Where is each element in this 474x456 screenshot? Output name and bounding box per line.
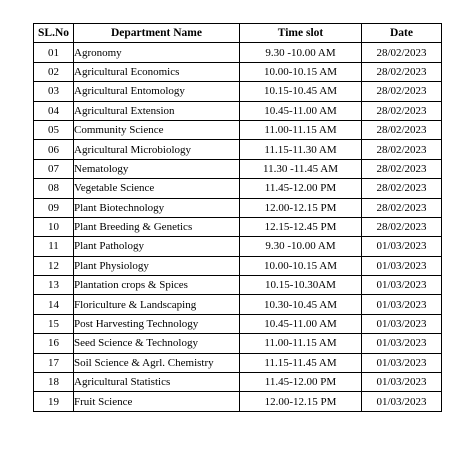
cell-department-name: Plant Breeding & Genetics [74,217,240,236]
cell-department-name: Agricultural Extension [74,101,240,120]
cell-date: 28/02/2023 [362,198,442,217]
table-row [34,353,442,372]
cell-date: 01/03/2023 [362,373,442,392]
table-row [34,198,442,217]
cell-date: 28/02/2023 [362,43,442,62]
clipped-heading-text [186,0,326,3]
cell-sl-no: 18 [34,373,74,392]
cell-date: 28/02/2023 [362,62,442,81]
table-row [34,314,442,333]
cell-time-slot: 9.30 -10.00 AM [240,237,362,256]
table-row [34,82,442,101]
header-date: Date [362,24,442,43]
cell-sl-no: 02 [34,62,74,81]
cell-time-slot: 12.00-12.15 PM [240,198,362,217]
cell-sl-no: 06 [34,140,74,159]
header-row [34,24,442,43]
cell-time-slot: 9.30 -10.00 AM [240,43,362,62]
header-department-name: Department Name [74,24,240,43]
cell-time-slot: 11.15-11.45 AM [240,353,362,372]
cell-time-slot: 12.15-12.45 PM [240,217,362,236]
cell-department-name: Vegetable Science [74,179,240,198]
header-time-slot: Time slot [240,24,362,43]
cell-department-name: Plant Physiology [74,256,240,275]
table-row [34,217,442,236]
table-row [34,43,442,62]
cell-department-name: Post Harvesting Technology [74,314,240,333]
cell-department-name: Plantation crops & Spices [74,276,240,295]
cell-department-name: Plant Biotechnology [74,198,240,217]
cell-department-name: Floriculture & Landscaping [74,295,240,314]
cell-date: 01/03/2023 [362,276,442,295]
cell-department-name: Community Science [74,120,240,139]
cell-time-slot: 11.00-11.15 AM [240,120,362,139]
cell-sl-no: 14 [34,295,74,314]
cell-time-slot: 10.30-10.45 AM [240,295,362,314]
cell-department-name: Agricultural Microbiology [74,140,240,159]
cell-date: 28/02/2023 [362,82,442,101]
cell-time-slot: 10.15-10.30AM [240,276,362,295]
cell-department-name: Soil Science & Agrl. Chemistry [74,353,240,372]
cell-time-slot: 11.45-12.00 PM [240,373,362,392]
cell-time-slot: 11.45-12.00 PM [240,179,362,198]
header-sl-no: SL.No [34,24,74,43]
table-row [34,140,442,159]
cell-time-slot: 11.30 -11.45 AM [240,159,362,178]
cell-sl-no: 01 [34,43,74,62]
cell-department-name: Agronomy [74,43,240,62]
cell-time-slot: 10.00-10.15 AM [240,256,362,275]
cell-date: 28/02/2023 [362,120,442,139]
cell-sl-no: 16 [34,334,74,353]
cell-sl-no: 09 [34,198,74,217]
table-row [34,101,442,120]
cell-date: 01/03/2023 [362,314,442,333]
cell-date: 01/03/2023 [362,256,442,275]
cell-date: 28/02/2023 [362,179,442,198]
table-row [34,392,442,411]
cell-department-name: Nematology [74,159,240,178]
cell-date: 01/03/2023 [362,295,442,314]
cell-time-slot: 11.00-11.15 AM [240,334,362,353]
cell-time-slot: 10.45-11.00 AM [240,314,362,333]
table-row [34,334,442,353]
cell-date: 01/03/2023 [362,353,442,372]
cell-sl-no: 19 [34,392,74,411]
table-row [34,373,442,392]
schedule-table [33,23,442,412]
table-row [34,256,442,275]
table-row [34,120,442,139]
cell-sl-no: 12 [34,256,74,275]
cell-date: 01/03/2023 [362,392,442,411]
cell-time-slot: 10.00-10.15 AM [240,62,362,81]
cell-date: 28/02/2023 [362,217,442,236]
cell-department-name: Seed Science & Technology [74,334,240,353]
cell-sl-no: 08 [34,179,74,198]
cell-sl-no: 03 [34,82,74,101]
cell-sl-no: 17 [34,353,74,372]
cell-department-name: Agricultural Entomology [74,82,240,101]
cell-sl-no: 04 [34,101,74,120]
cell-department-name: Plant Pathology [74,237,240,256]
cell-time-slot: 10.15-10.45 AM [240,82,362,101]
cell-time-slot: 12.00-12.15 PM [240,392,362,411]
cell-sl-no: 05 [34,120,74,139]
table-row [34,179,442,198]
cell-date: 28/02/2023 [362,101,442,120]
cell-date: 01/03/2023 [362,237,442,256]
cell-time-slot: 11.15-11.30 AM [240,140,362,159]
cell-date: 28/02/2023 [362,140,442,159]
cell-department-name: Agricultural Economics [74,62,240,81]
table-row [34,62,442,81]
cell-sl-no: 15 [34,314,74,333]
cell-sl-no: 11 [34,237,74,256]
cell-department-name: Fruit Science [74,392,240,411]
cell-sl-no: 10 [34,217,74,236]
table-row [34,237,442,256]
table-row [34,276,442,295]
cell-date: 28/02/2023 [362,159,442,178]
cell-sl-no: 13 [34,276,74,295]
cell-sl-no: 07 [34,159,74,178]
table-body [34,43,442,411]
cell-time-slot: 10.45-11.00 AM [240,101,362,120]
table-row [34,159,442,178]
cell-date: 01/03/2023 [362,334,442,353]
table-row [34,295,442,314]
cell-department-name: Agricultural Statistics [74,373,240,392]
